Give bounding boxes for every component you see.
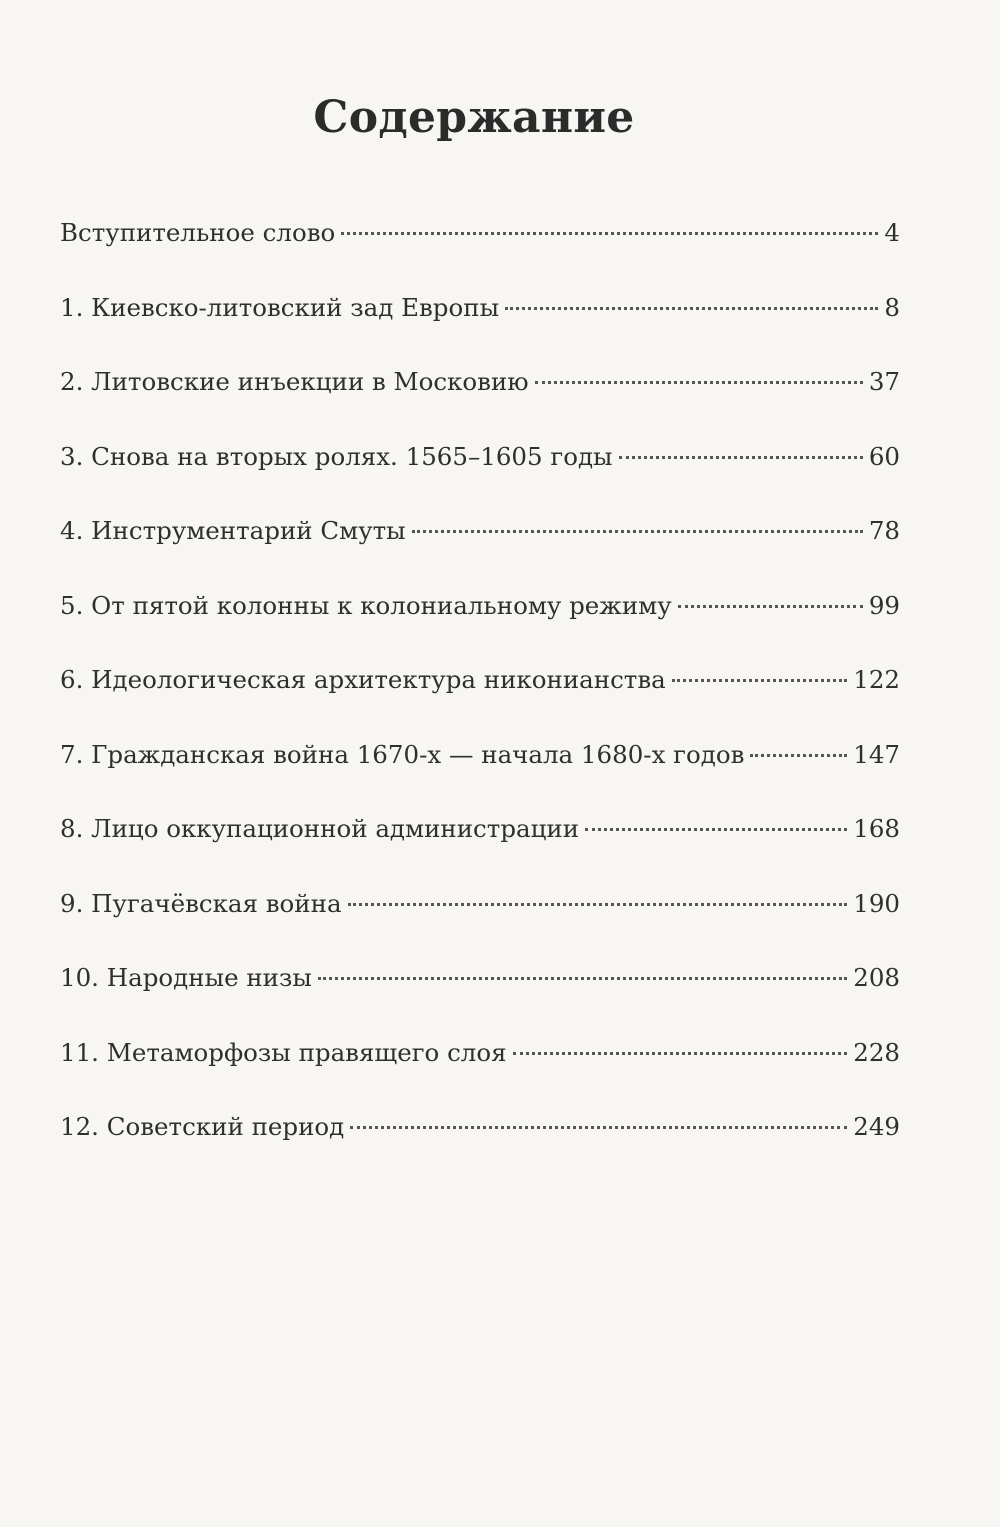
toc-entry-page: 228: [853, 1037, 900, 1067]
toc-entry-chapter-8[interactable]: [60, 814, 900, 889]
toc-entry-page: 147: [853, 739, 900, 769]
toc-entry-page: 249: [853, 1112, 900, 1141]
table-of-contents: [60, 218, 900, 1187]
toc-entry-page: 122: [853, 665, 900, 694]
toc-entry-chapter-4[interactable]: [60, 516, 900, 591]
toc-entry-chapter-1[interactable]: [60, 293, 900, 368]
toc-entry-page: 37: [868, 367, 900, 396]
dot-leader: [585, 828, 847, 831]
toc-entry-chapter-2[interactable]: [60, 367, 900, 442]
toc-entry-page: 4: [884, 218, 900, 247]
toc-entry-title: 5. От пятой колонны к колониальному режиму: [60, 590, 672, 620]
toc-entry-chapter-7[interactable]: [60, 740, 900, 815]
page-title: Содержание: [313, 92, 635, 143]
toc-entry-title: 2. Литовские инъекции в Московию: [60, 367, 529, 396]
toc-entry-page: 168: [853, 814, 900, 843]
toc-entry-page: 8: [884, 292, 900, 322]
dot-leader: [672, 679, 847, 682]
dot-leader: [535, 381, 863, 384]
dot-leader: [412, 530, 863, 533]
toc-entry-intro[interactable]: [60, 218, 900, 293]
toc-entry-page: 190: [853, 888, 900, 918]
toc-entry-title: 11. Метаморфозы правящего слоя: [60, 1037, 507, 1067]
dot-leader: [619, 456, 863, 459]
toc-entry-title: 12. Советский период: [60, 1112, 345, 1141]
dot-leader: [348, 903, 848, 906]
toc-entry-title: 10. Народные низы: [60, 963, 312, 992]
toc-entry-page: 99: [868, 590, 900, 620]
toc-entry-chapter-5[interactable]: [60, 591, 900, 666]
toc-entry-title: 7. Гражданская война 1670-х — начала 1680-х годов: [60, 739, 745, 769]
toc-entry-title: Вступительное слово: [60, 218, 336, 247]
toc-entry-title: 8. Лицо оккупационной администрации: [60, 814, 580, 843]
toc-entry-title: 3. Снова на вторых ролях. 1565–1605 годы: [60, 441, 613, 471]
dot-leader: [318, 977, 847, 980]
toc-entry-chapter-12[interactable]: [60, 1112, 900, 1187]
dot-leader: [678, 605, 863, 608]
toc-entry-chapter-9[interactable]: [60, 889, 900, 964]
toc-entry-title: 6. Идеологическая архитектура никонианства: [60, 665, 666, 694]
toc-entry-title: 4. Инструментарий Смуты: [60, 516, 406, 545]
dot-leader: [341, 232, 878, 235]
dot-leader: [350, 1126, 847, 1129]
toc-entry-title: 1. Киевско-литовский зад Европы: [60, 292, 500, 322]
dot-leader: [513, 1052, 848, 1055]
dot-leader: [505, 307, 878, 310]
toc-entry-title: 9. Пугачёвская война: [60, 888, 342, 918]
toc-entry-chapter-11[interactable]: [60, 1038, 900, 1113]
toc-entry-page: 78: [868, 516, 900, 545]
toc-entry-page: 60: [868, 441, 900, 471]
toc-entry-chapter-6[interactable]: [60, 665, 900, 740]
toc-entry-page: 208: [853, 963, 900, 992]
dot-leader: [750, 754, 847, 757]
toc-entry-chapter-10[interactable]: [60, 963, 900, 1038]
toc-entry-chapter-3[interactable]: [60, 442, 900, 517]
